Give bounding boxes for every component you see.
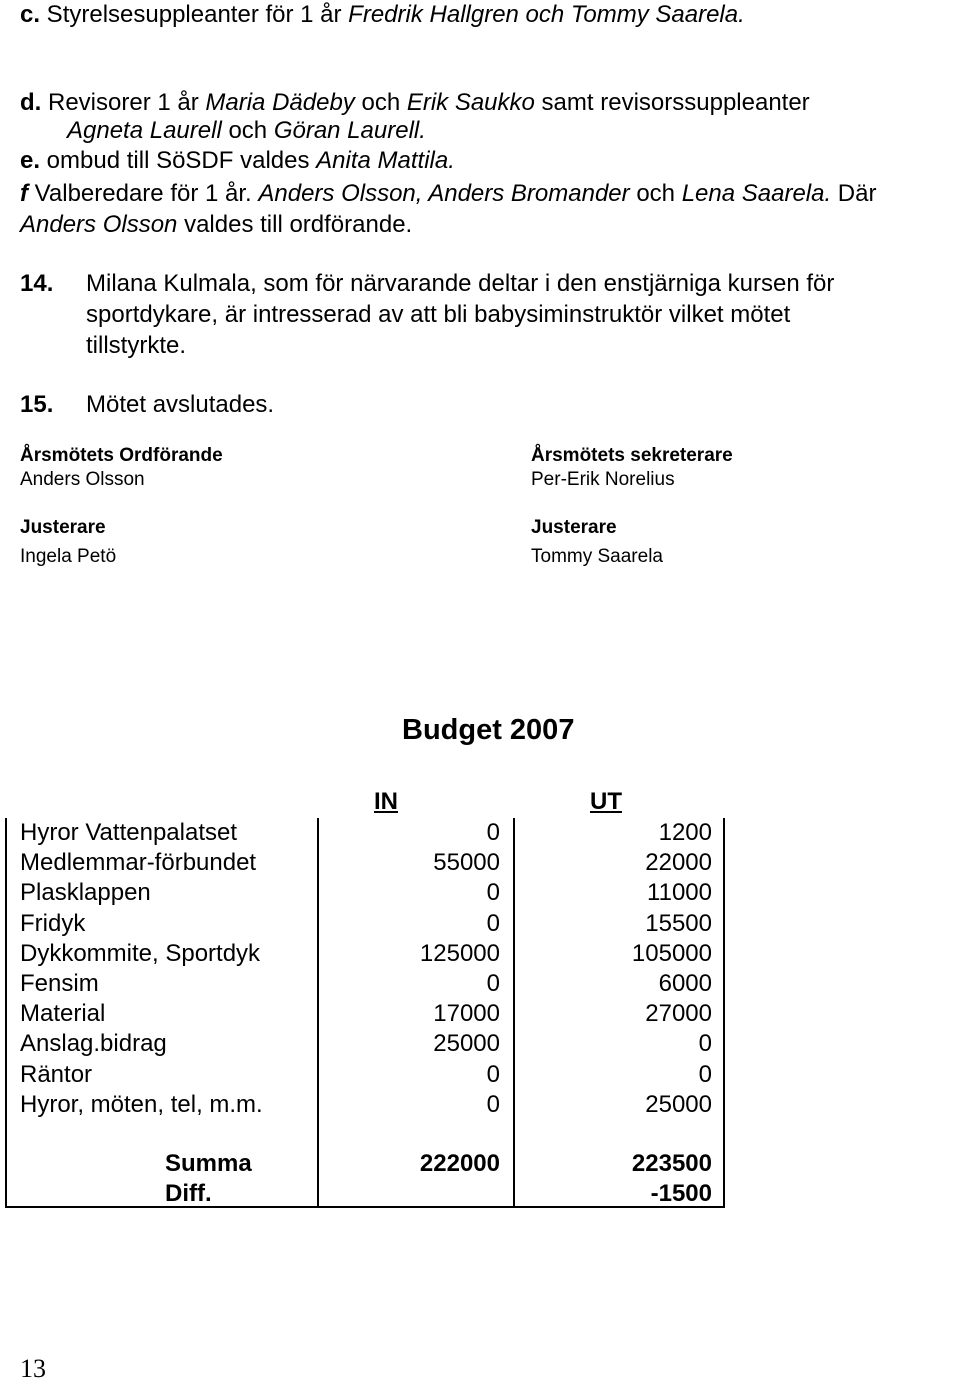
chair-name: Anders Olsson [20,469,145,490]
table-row-in: 25000 [433,1030,500,1058]
table-row-in: 0 [486,879,500,907]
table-row-label: Hyror Vattenpalatset [20,819,237,846]
table-row-in: 55000 [433,849,500,877]
item-15-text: Mötet avslutades. [86,391,275,418]
table-row-out: 11000 [647,879,712,907]
secretary-name: Per-Erik Norelius [531,469,675,490]
adjuster2-name: Tommy Saarela [531,546,663,567]
table-row-in: 125000 [419,939,500,967]
table-row-in: 0 [486,1090,500,1118]
item-14-line1: Milana Kulmala, som för närvarande deltar i den enstjärniga kursen för [86,270,835,297]
secretary-label: Årsmötets sekreterare [531,445,733,466]
table-row-label: Fensim [20,970,99,997]
diff-label: Diff. [165,1180,212,1207]
item-14-number: 14. [20,270,54,297]
table-row-label: Fridyk [20,909,86,937]
page-number: 13 [20,1354,46,1383]
table-row-out: 105000 [631,939,712,967]
table-row-out: 1200 [658,819,712,846]
item-f: f Valberedare för 1 år. Anders Olsson, Anders Bromander och Lena Saarela. Där [20,180,877,207]
item-14-line3: tillstyrkte. [86,332,187,359]
table-row-in: 0 [486,819,500,846]
item-c: c. Styrelsesuppleanter för 1 år Fredrik Hallgren och Tommy Saarela. [20,1,745,28]
table-row-out: 0 [698,1030,712,1058]
diff-value: -1500 [650,1180,712,1207]
table-row-label: Medlemmar-förbundet [20,849,257,877]
table-row-out: 6000 [658,970,712,997]
table-row-label: Hyror, möten, tel, m.m. [20,1090,263,1118]
sum-in: 222000 [419,1150,500,1177]
table-row-label: Material [20,1000,106,1028]
item-d: d. Revisorer 1 år Maria Dädeby och Erik Saukko samt revisorssuppleanter [20,89,810,116]
item-15-number: 15. [20,391,54,418]
table-row-in: 0 [486,1060,500,1088]
sum-label: Summa [165,1150,252,1177]
column-in-header: IN [374,788,398,815]
adjuster1-label: Justerare [20,517,106,538]
table-row-out: 27000 [645,1000,712,1028]
table-row-out: 25000 [645,1090,712,1118]
table-row-in: 17000 [433,1000,500,1028]
chair-label: Årsmötets Ordförande [20,445,223,466]
table-row-in: 0 [486,909,500,937]
item-f-line2: Anders Olsson valdes till ordförande. [20,211,413,238]
table-row-in: 0 [486,970,500,997]
sum-out: 223500 [631,1150,712,1177]
adjuster1-name: Ingela Petö [20,546,117,567]
budget-table-divider-2 [513,818,515,1208]
table-row-label: Anslag.bidrag [20,1030,167,1058]
table-row-out: 22000 [645,849,712,877]
column-out-header: UT [590,788,622,815]
table-row-out: 0 [698,1060,712,1088]
table-row-label: Plasklappen [20,879,151,907]
table-row-label: Räntor [20,1060,93,1088]
table-row-label: Dykkommite, Sportdyk [20,939,261,967]
adjuster2-label: Justerare [531,517,617,538]
item-14-line2: sportdykare, är intresserad av att bli babysiminstruktör vilket mötet [86,301,791,328]
table-row-out: 15500 [645,909,712,937]
item-d-line2: Agneta Laurell och Göran Laurell. [67,117,426,144]
budget-table-divider-1 [317,818,319,1208]
item-e: e. ombud till SöSDF valdes Anita Mattila. [20,147,455,174]
budget-title: Budget 2007 [402,714,575,746]
